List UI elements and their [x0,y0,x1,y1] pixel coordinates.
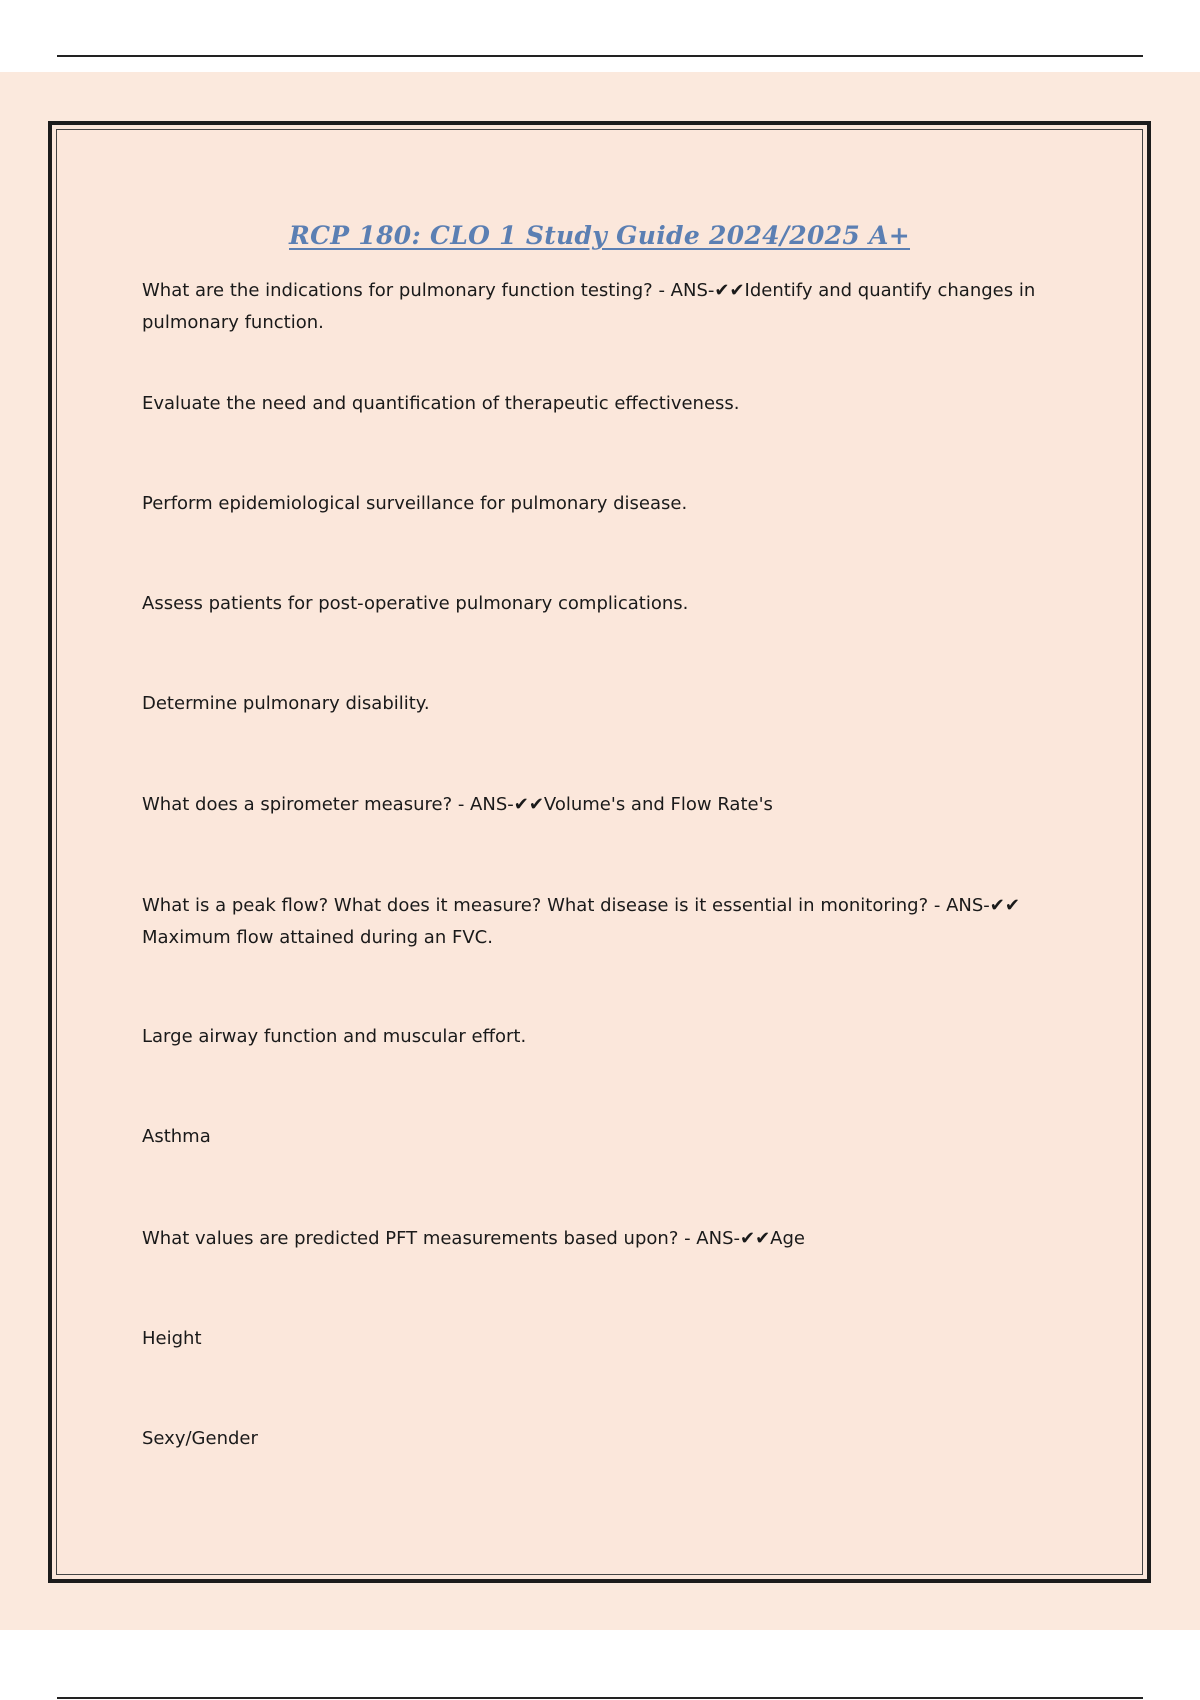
answer-line: Large airway function and muscular effort. [142,1026,527,1047]
answer-line: Asthma [142,1126,211,1147]
document-frame [48,121,1151,1583]
answer-line: Perform epidemiological surveillance for pulmonary disease. [142,493,688,514]
answer-line: Assess patients for post-operative pulmonary complications. [142,593,689,614]
bottom-divider [57,1697,1143,1699]
top-divider [57,55,1143,57]
qa-question-pft-indications: What are the indications for pulmonary function testing? - ANS-✔✔Identify and quantify changes in pulmonary function. [142,280,1036,333]
qa-question-spirometer: What does a spirometer measure? - ANS-✔✔Volume's and Flow Rate's [142,794,773,815]
qa-question-peak-flow: What is a peak flow? What does it measure? What disease is it essential in monitoring? - ANS-✔✔ Maximum flow attained during an FVC. [142,895,1020,948]
answer-line: Determine pulmonary disability. [142,693,430,714]
answer-line: Height [142,1328,202,1349]
answer-line: Sexy/Gender [142,1428,258,1449]
document-title: RCP 180: CLO 1 Study Guide 2024/2025 A+ [289,221,910,250]
answer-line: Evaluate the need and quantification of therapeutic effectiveness. [142,393,740,414]
qa-question-predicted-values: What values are predicted PFT measurements based upon? - ANS-✔✔Age [142,1228,805,1249]
frame-inner-border [56,129,1143,1575]
